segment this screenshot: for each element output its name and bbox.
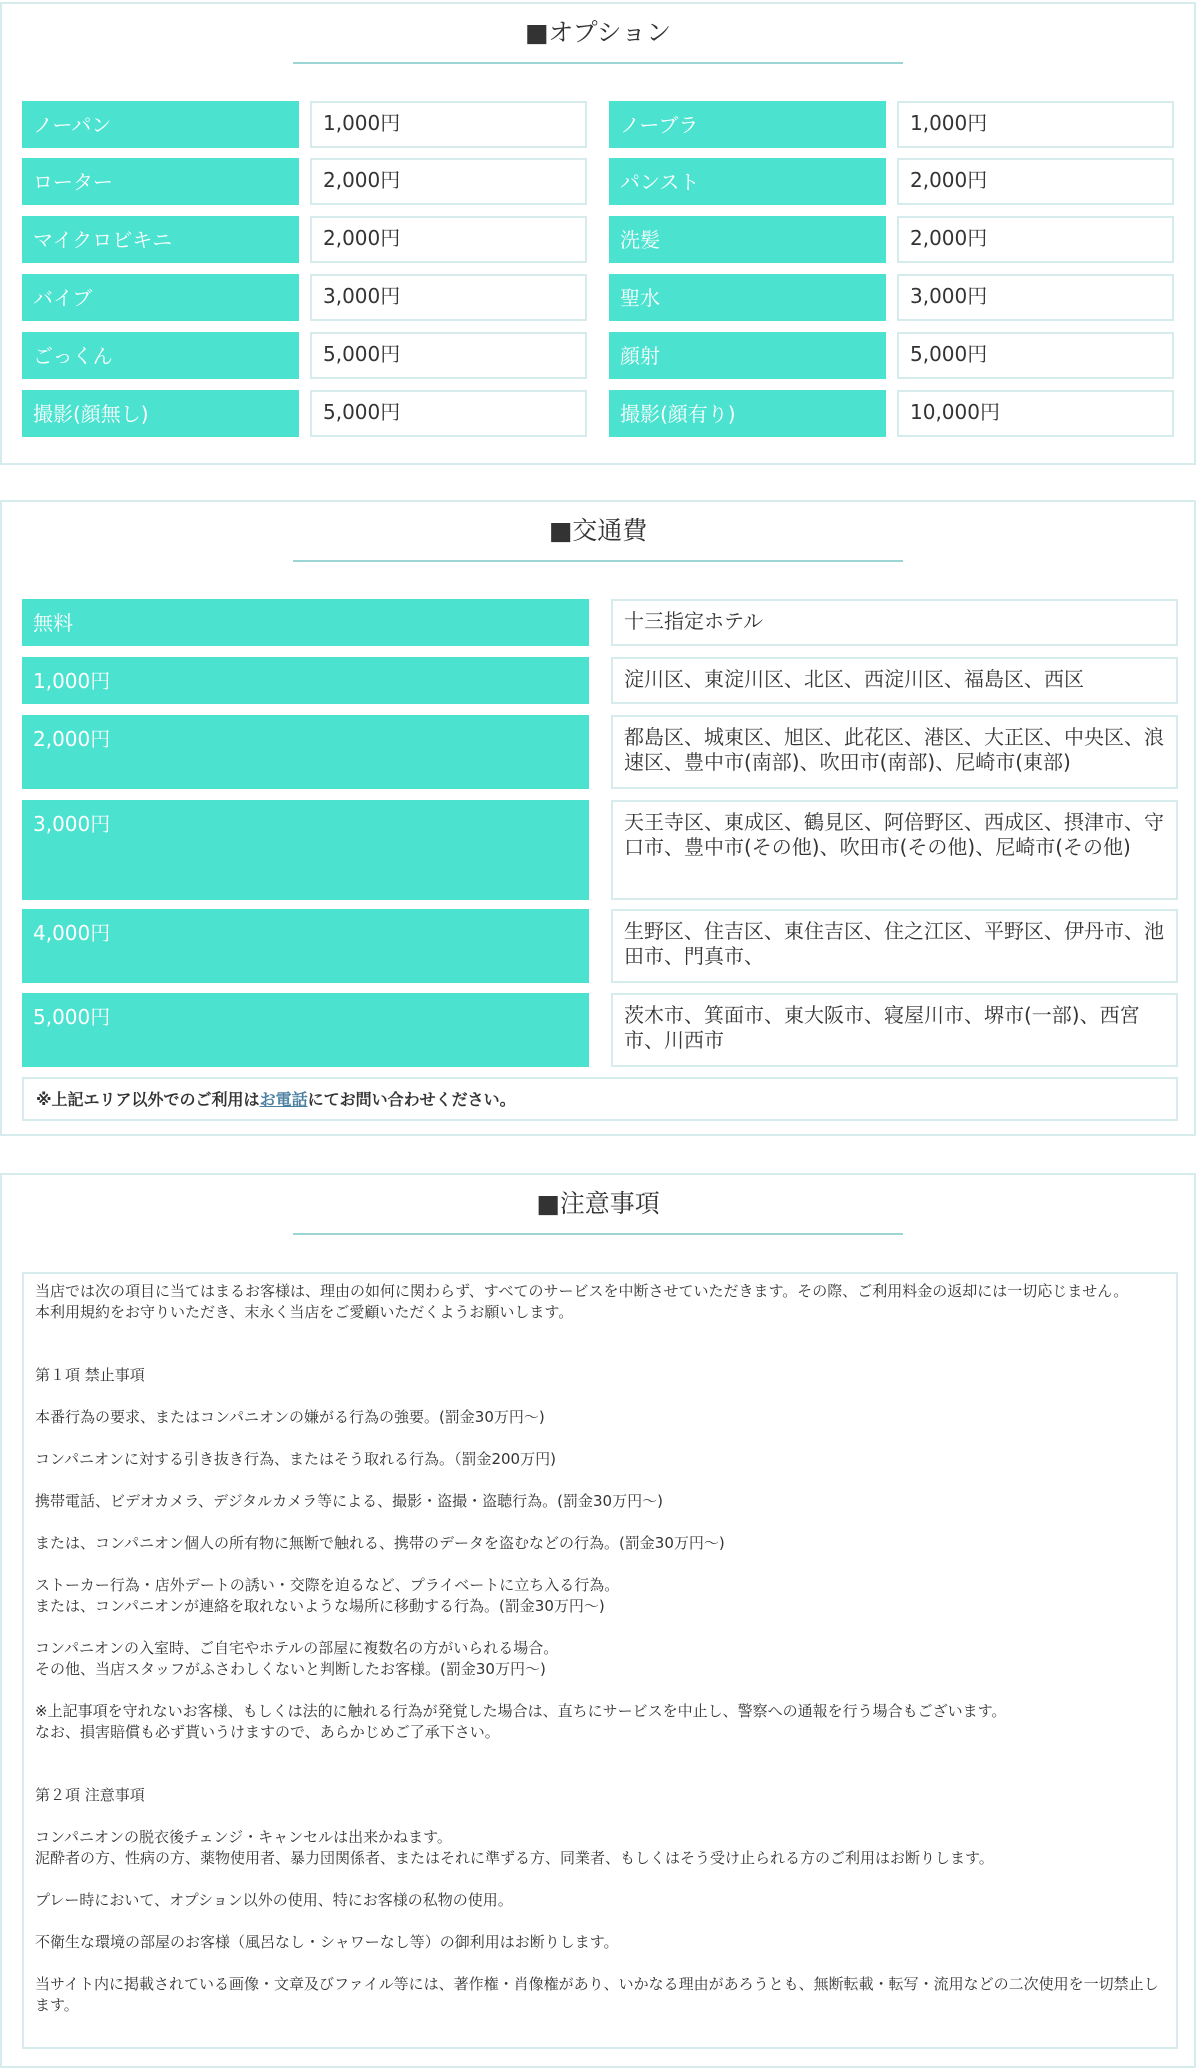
option-row bbox=[22, 158, 1174, 205]
option-name: 洗髪 bbox=[609, 216, 886, 263]
transport-price: 2,000円 bbox=[22, 715, 589, 789]
transport-areas: 生野区、住吉区、東住吉区、住之江区、平野区、伊丹市、池田市、門真市、 bbox=[611, 909, 1178, 983]
notice-item: 不衛生な環境の部屋のお客様（風呂なし・シャワーなし等）の御利用はお断りします。 bbox=[35, 1933, 619, 1951]
option-name: パンスト bbox=[609, 158, 886, 205]
option-name: 撮影(顔無し) bbox=[22, 390, 299, 437]
option-price: 2,000円 bbox=[897, 216, 1174, 263]
transport-areas: 十三指定ホテル bbox=[611, 599, 1178, 646]
option-row bbox=[22, 332, 1174, 379]
options-title-underline bbox=[293, 62, 903, 64]
notice-item: ※上記事項を守れないお客様、もしくは法的に触れる行為が発覚した場合は、直ちにサービスを中止し、警察への通報を行う場合もございます。 bbox=[35, 1702, 1007, 1720]
notice-item: コンパニオンの入室時、ご自宅やホテルの部屋に複数名の方がいられる場合。 bbox=[35, 1639, 559, 1657]
notice-item: または、コンパニオン個人の所有物に無断で触れる、携帯のデータを盗むなどの行為。(罰金30万円〜) bbox=[35, 1534, 725, 1552]
option-price: 2,000円 bbox=[310, 158, 587, 205]
notice-item: ストーカー行為・店外デートの誘い・交際を迫るなど、プライベートに立ち入る行為。 bbox=[35, 1576, 620, 1594]
transport-row-5000 bbox=[22, 993, 1178, 1067]
option-name: マイクロビキニ bbox=[22, 216, 299, 263]
notice-title-underline bbox=[293, 1233, 903, 1235]
option-price: 1,000円 bbox=[310, 101, 587, 148]
option-name: 聖水 bbox=[609, 274, 886, 321]
transport-areas: 都島区、城東区、旭区、此花区、港区、大正区、中央区、浪速区、豊中市(南部)、吹田市(南部)、尼崎市(東部) bbox=[611, 715, 1178, 789]
transport-note-prefix: ※上記エリア以外でのご利用は bbox=[36, 1090, 260, 1109]
phone-link[interactable]: お電話 bbox=[259, 1090, 308, 1109]
transport-title-underline bbox=[293, 560, 903, 562]
option-price: 10,000円 bbox=[897, 390, 1174, 437]
transport-row-1000 bbox=[22, 657, 1178, 704]
option-price: 3,000円 bbox=[310, 274, 587, 321]
notice-item: 本番行為の要求、またはコンパニオンの嫌がる行為の強要。(罰金30万円〜) bbox=[35, 1408, 545, 1426]
options-section bbox=[0, 2, 1196, 465]
transport-areas: 茨木市、箕面市、東大阪市、寝屋川市、堺市(一部)、西宮市、川西市 bbox=[611, 993, 1178, 1067]
option-price: 5,000円 bbox=[310, 390, 587, 437]
option-name: ごっくん bbox=[22, 332, 299, 379]
option-price: 2,000円 bbox=[310, 216, 587, 263]
notice-item: 泥酔者の方、性病の方、薬物使用者、暴力団関係者、またはそれに準ずる方、同業者、もしくはそう受け止られる方のご利用はお断りします。 bbox=[35, 1849, 994, 1867]
notice-section bbox=[0, 1173, 1196, 2068]
notice-item: 携帯電話、ビデオカメラ、デジタルカメラ等による、撮影・盗撮・盗聴行為。(罰金30万円〜) bbox=[35, 1492, 663, 1510]
transport-price: 1,000円 bbox=[22, 657, 589, 704]
option-name: ローター bbox=[22, 158, 299, 205]
option-row bbox=[22, 216, 1174, 263]
notice-section2-title: 第２項 注意事項 bbox=[35, 1786, 145, 1804]
option-price: 5,000円 bbox=[897, 332, 1174, 379]
transport-areas: 淀川区、東淀川区、北区、西淀川区、福島区、西区 bbox=[611, 657, 1178, 704]
transport-price: 5,000円 bbox=[22, 993, 589, 1067]
option-row bbox=[22, 274, 1174, 321]
transport-note bbox=[22, 1077, 1178, 1121]
option-name: バイブ bbox=[22, 274, 299, 321]
transport-note-suffix: にてお問い合わせください。 bbox=[307, 1090, 516, 1109]
option-price: 3,000円 bbox=[897, 274, 1174, 321]
options-title: ■オプション bbox=[524, 18, 672, 47]
transport-row-3000 bbox=[22, 800, 1178, 900]
option-price: 5,000円 bbox=[310, 332, 587, 379]
option-name: 顔射 bbox=[609, 332, 886, 379]
option-name: 撮影(顔有り) bbox=[609, 390, 886, 437]
transport-price: 無料 bbox=[22, 599, 589, 646]
notice-section1-title: 第１項 禁止事項 bbox=[35, 1366, 145, 1384]
transport-areas: 天王寺区、東成区、鶴見区、阿倍野区、西成区、摂津市、守口市、豊中市(その他)、吹田市(その他)、尼崎市(その他) bbox=[611, 800, 1178, 900]
option-price: 2,000円 bbox=[897, 158, 1174, 205]
option-name: ノーブラ bbox=[609, 101, 886, 148]
notice-item: または、コンパニオンが連絡を取れないような場所に移動する行為。(罰金30万円〜) bbox=[35, 1597, 605, 1615]
transport-row-2000 bbox=[22, 715, 1178, 789]
transport-section bbox=[0, 500, 1196, 1136]
option-price: 1,000円 bbox=[897, 101, 1174, 148]
transport-price: 3,000円 bbox=[22, 800, 589, 900]
transport-row-free bbox=[22, 599, 1178, 646]
notice-body bbox=[22, 1272, 1178, 2049]
option-row bbox=[22, 101, 1174, 148]
notice-item: コンパニオンに対する引き抜き行為、またはそう取れる行為。（罰金200万円) bbox=[35, 1450, 556, 1468]
transport-price: 4,000円 bbox=[22, 909, 589, 983]
option-name: ノーパン bbox=[22, 101, 299, 148]
notice-title: ■注意事項 bbox=[536, 1189, 660, 1218]
notice-intro-1: 当店では次の項目に当てはまるお客様は、理由の如何に関わらず、すべてのサービスを中断させていただきます。その際、ご利用料金の返却には一切応じません。 bbox=[35, 1282, 1129, 1300]
notice-item: コンパニオンの脱衣後チェンジ・キャンセルは出来かねます。 bbox=[35, 1828, 452, 1846]
transport-title: ■交通費 bbox=[548, 516, 648, 545]
option-row bbox=[22, 390, 1174, 437]
notice-item: なお、損害賠償も必ず貰いうけますので、あらかじめご了承下さい。 bbox=[35, 1723, 500, 1741]
notice-intro-2: 本利用規約をお守りいただき、末永く当店をご愛顧いただくようお願いします。 bbox=[35, 1303, 574, 1321]
transport-row-4000 bbox=[22, 909, 1178, 983]
notice-item: その他、当店スタッフがふさわしくないと判断したお客様。(罰金30万円〜) bbox=[35, 1660, 546, 1678]
notice-item: 当サイト内に掲載されている画像・文章及びファイル等には、著作権・肖像権があり、いかなる理由があろうとも、無断転載・転写・流用などの二次使用を一切禁止します。 bbox=[35, 1975, 1159, 2014]
notice-item: プレー時において、オプション以外の使用、特にお客様の私物の使用。 bbox=[35, 1891, 513, 1909]
